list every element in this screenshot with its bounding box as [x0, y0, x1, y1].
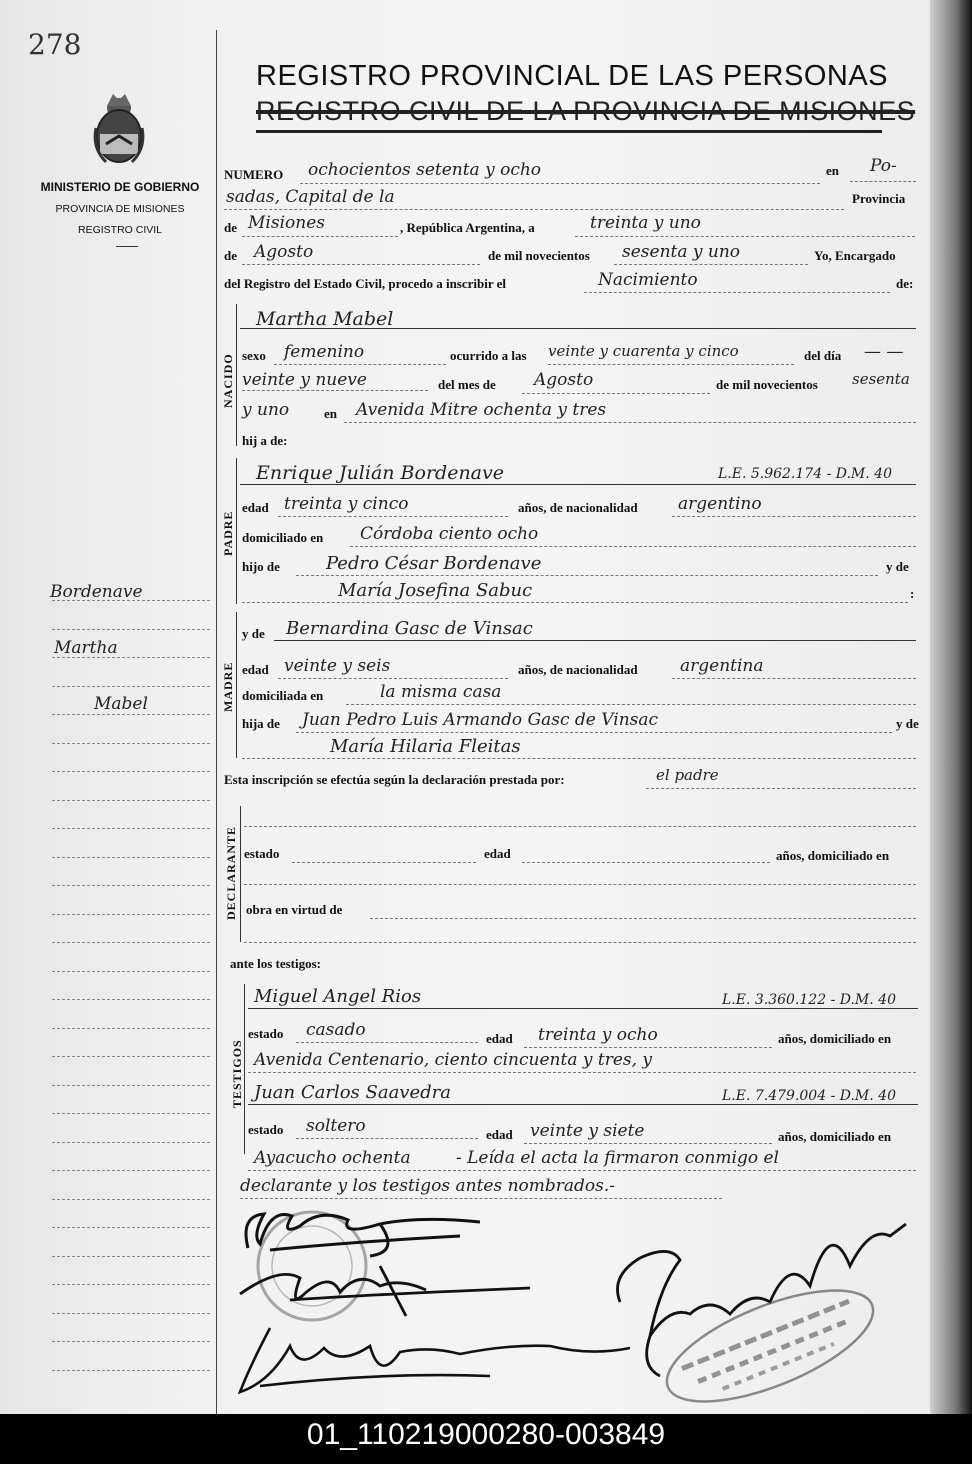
- padre-nationality: argentino: [678, 494, 762, 514]
- margin-rule: [52, 999, 210, 1000]
- margin-rule: [52, 885, 210, 886]
- coat-of-arms-icon: [90, 88, 148, 166]
- margin-rule: [52, 1142, 210, 1143]
- witness-1-name: Miguel Angel Rios: [254, 986, 422, 1007]
- signature-registrar-icon: [618, 1224, 907, 1376]
- madre-name: Bernardina Gasc de Vinsac: [286, 618, 533, 639]
- book-edge: [930, 0, 972, 1414]
- declarante-anos-label: años, domiciliado en: [776, 848, 890, 863]
- margin-rule: [52, 1170, 210, 1171]
- padre-hijo-label: hijo de: [242, 559, 280, 574]
- declarante-edad-label: edad: [484, 846, 511, 861]
- provincia-label: Provincia: [852, 191, 906, 206]
- nacido-name: Martha Mabel: [256, 308, 394, 330]
- padre-colon: :: [910, 586, 915, 601]
- oval-stamp-icon: [653, 1268, 887, 1412]
- numero-value: ochocientos setenta y ocho: [308, 160, 542, 180]
- struck-underline: [256, 130, 882, 133]
- witness-2-estado: soltero: [306, 1116, 366, 1136]
- birth-address: Avenida Mitre ochenta y tres: [356, 400, 607, 420]
- republica-text: , República Argentina, a: [400, 220, 535, 235]
- margin-rule: [52, 857, 210, 858]
- de-label-1: de: [224, 220, 237, 235]
- hija-de-label: hij a de:: [242, 433, 288, 448]
- numero-label: NUMERO: [224, 167, 284, 182]
- padre-edad: treinta y cinco: [284, 494, 409, 514]
- witness-2-address: Ayacucho ochenta: [254, 1148, 411, 1168]
- margin-rule: [52, 1199, 210, 1200]
- w1-estado-label: estado: [248, 1026, 284, 1041]
- left-column-divider: [216, 30, 217, 1414]
- mil-label: de mil novecientos: [488, 248, 590, 263]
- margin-rule: [52, 1028, 210, 1029]
- padre-nac-label: años, de nacionalidad: [518, 500, 638, 515]
- margin-rule: [52, 1341, 210, 1342]
- month-value: Agosto: [254, 242, 314, 262]
- testigos-intro: ante los testigos:: [230, 956, 321, 971]
- encargado-text: Yo, Encargado: [814, 248, 896, 263]
- witness-1-edad: treinta y ocho: [538, 1025, 658, 1045]
- province-value: Misiones: [248, 213, 325, 233]
- madre-address: la misma casa: [380, 682, 502, 702]
- sexo-value: femenino: [284, 342, 365, 362]
- witness-1-address: Avenida Centenario, ciento cincuenta y tres, y: [254, 1050, 653, 1070]
- birth-year-1: sesenta: [852, 370, 910, 388]
- w2-estado-label: estado: [248, 1122, 284, 1137]
- struck-registry-title: REGISTRO CIVIL DE LA PROVINCIA DE MISIONES: [256, 96, 916, 126]
- year-value: sesenta y uno: [622, 242, 741, 262]
- registry-title: REGISTRO PROVINCIAL DE LAS PERSONAS: [256, 60, 889, 92]
- de-colon: de:: [896, 276, 914, 291]
- margin-rule: [52, 743, 210, 744]
- witness-2-edad: veinte y siete: [530, 1121, 645, 1141]
- margin-rule: [52, 914, 210, 915]
- margin-rule: [52, 714, 210, 715]
- margin-first-name: Martha: [54, 638, 118, 658]
- dia-fill: — —: [864, 342, 904, 362]
- madre-nac-label: años, de nacionalidad: [518, 662, 638, 677]
- margin-rule: [52, 1085, 210, 1086]
- margin-rule: [52, 800, 210, 801]
- madre-edad: veinte y seis: [284, 656, 391, 676]
- birth-day-value: veinte y nueve: [242, 370, 367, 390]
- del-dia-label: del día: [804, 348, 842, 363]
- hour-value: veinte y cuarenta y cinco: [548, 342, 739, 360]
- margin-rule: [52, 629, 210, 630]
- act-type-value: Nacimiento: [598, 270, 698, 290]
- w1-anos-label: años, domiciliado en: [778, 1031, 892, 1046]
- margin-rule: [52, 1056, 210, 1057]
- declarante-estado-label: estado: [244, 846, 280, 861]
- sexo-label: sexo: [242, 348, 266, 363]
- de-label-2: de: [224, 248, 237, 263]
- madre-edad-label: edad: [242, 662, 269, 677]
- page-number: 278: [28, 28, 82, 61]
- padre-mother: María Josefina Sabuc: [338, 580, 533, 601]
- en-label: en: [826, 163, 839, 178]
- madre-y-de-label: y de: [242, 626, 265, 641]
- margin-rule: [52, 1313, 210, 1314]
- madre-nationality: argentina: [680, 656, 764, 676]
- padre-father: Pedro César Bordenave: [326, 553, 542, 574]
- margin-rule: [52, 828, 210, 829]
- sidebar-dash: [116, 246, 138, 247]
- margin-rule: [52, 942, 210, 943]
- birth-en-label: en: [324, 406, 337, 421]
- madre-section-label: MADRE: [221, 661, 235, 712]
- madre-dom-label: domiciliada en: [242, 688, 324, 703]
- witness-1-doc: L.E. 3.360.122 - D.M. 40: [722, 992, 896, 1008]
- padre-doc: L.E. 5.962.174 - D.M. 40: [718, 466, 892, 482]
- del-mes-label: del mes de: [438, 377, 496, 392]
- office-label: REGISTRO CIVIL: [77, 224, 162, 236]
- ministry-label: MINISTERIO DE GOBIERNO: [40, 180, 200, 194]
- birth-mil-label: de mil novecientos: [716, 377, 818, 392]
- place-part-1: Po-: [870, 156, 897, 176]
- witness-2-name: Juan Carlos Saavedra: [254, 1082, 451, 1103]
- margin-second-name: Mabel: [94, 694, 148, 714]
- margin-rule: [52, 1256, 210, 1257]
- madre-father: Juan Pedro Luis Armando Gasc de Vinsac: [302, 710, 659, 730]
- padre-name: Enrique Julián Bordenave: [256, 462, 504, 484]
- padre-section-label: PADRE: [221, 510, 235, 556]
- nacido-section-label: NACIDO: [221, 353, 235, 408]
- registro-text: del Registro del Estado Civil, procedo a inscribir el: [224, 276, 507, 291]
- declarante-obra-label: obra en virtud de: [246, 902, 343, 917]
- place-part-2: sadas, Capital de la: [226, 187, 395, 207]
- ocurrido-label: ocurrido a las: [450, 348, 527, 363]
- signatures-stamps: [230, 1196, 920, 1412]
- w2-edad-label: edad: [486, 1127, 513, 1142]
- birth-year-2: y uno: [242, 400, 290, 420]
- margin-rule: [52, 1113, 210, 1114]
- margin-surname: Bordenave: [50, 582, 143, 602]
- madre-mother: María Hilaria Fleitas: [330, 736, 521, 757]
- madre-hija-label: hija de: [242, 716, 280, 731]
- padre-dom-label: domiciliado en: [242, 530, 324, 545]
- province-label: PROVINCIA DE MISIONES: [55, 203, 185, 215]
- witness-1-estado: casado: [306, 1020, 366, 1040]
- madre-y-de: y de: [896, 716, 919, 731]
- declaracion-value: el padre: [656, 766, 719, 784]
- birth-month-value: Agosto: [534, 370, 594, 390]
- signature-witness-2-icon: [240, 1328, 630, 1392]
- padre-y-de: y de: [886, 559, 909, 574]
- image-reference: 01_110219000280-003849: [0, 1414, 972, 1464]
- closing-line-1: - Leída el acta la firmaron conmigo el: [456, 1148, 779, 1168]
- margin-rule: [52, 1284, 210, 1285]
- margin-rule: [52, 771, 210, 772]
- margin-rule: [52, 1370, 210, 1371]
- declarante-section-label: DECLARANTE: [224, 825, 238, 920]
- closing-line-2: declarante y los testigos antes nombrados.-: [240, 1176, 616, 1196]
- padre-edad-label: edad: [242, 500, 269, 515]
- witness-2-doc: L.E. 7.479.004 - D.M. 40: [722, 1088, 896, 1104]
- padre-address: Córdoba ciento ocho: [360, 524, 539, 544]
- w2-anos-label: años, domiciliado en: [778, 1129, 892, 1144]
- margin-rule: [52, 971, 210, 972]
- day-value: treinta y uno: [590, 213, 701, 233]
- margin-rule: [52, 686, 210, 687]
- testigos-section-label: TESTIGOS: [230, 1039, 244, 1108]
- w1-edad-label: edad: [486, 1031, 513, 1046]
- margin-rule: [52, 1227, 210, 1228]
- declaracion-label: Esta inscripción se efectúa según la declaración prestada por:: [224, 772, 565, 787]
- signature-witness-1-icon: [240, 1266, 530, 1316]
